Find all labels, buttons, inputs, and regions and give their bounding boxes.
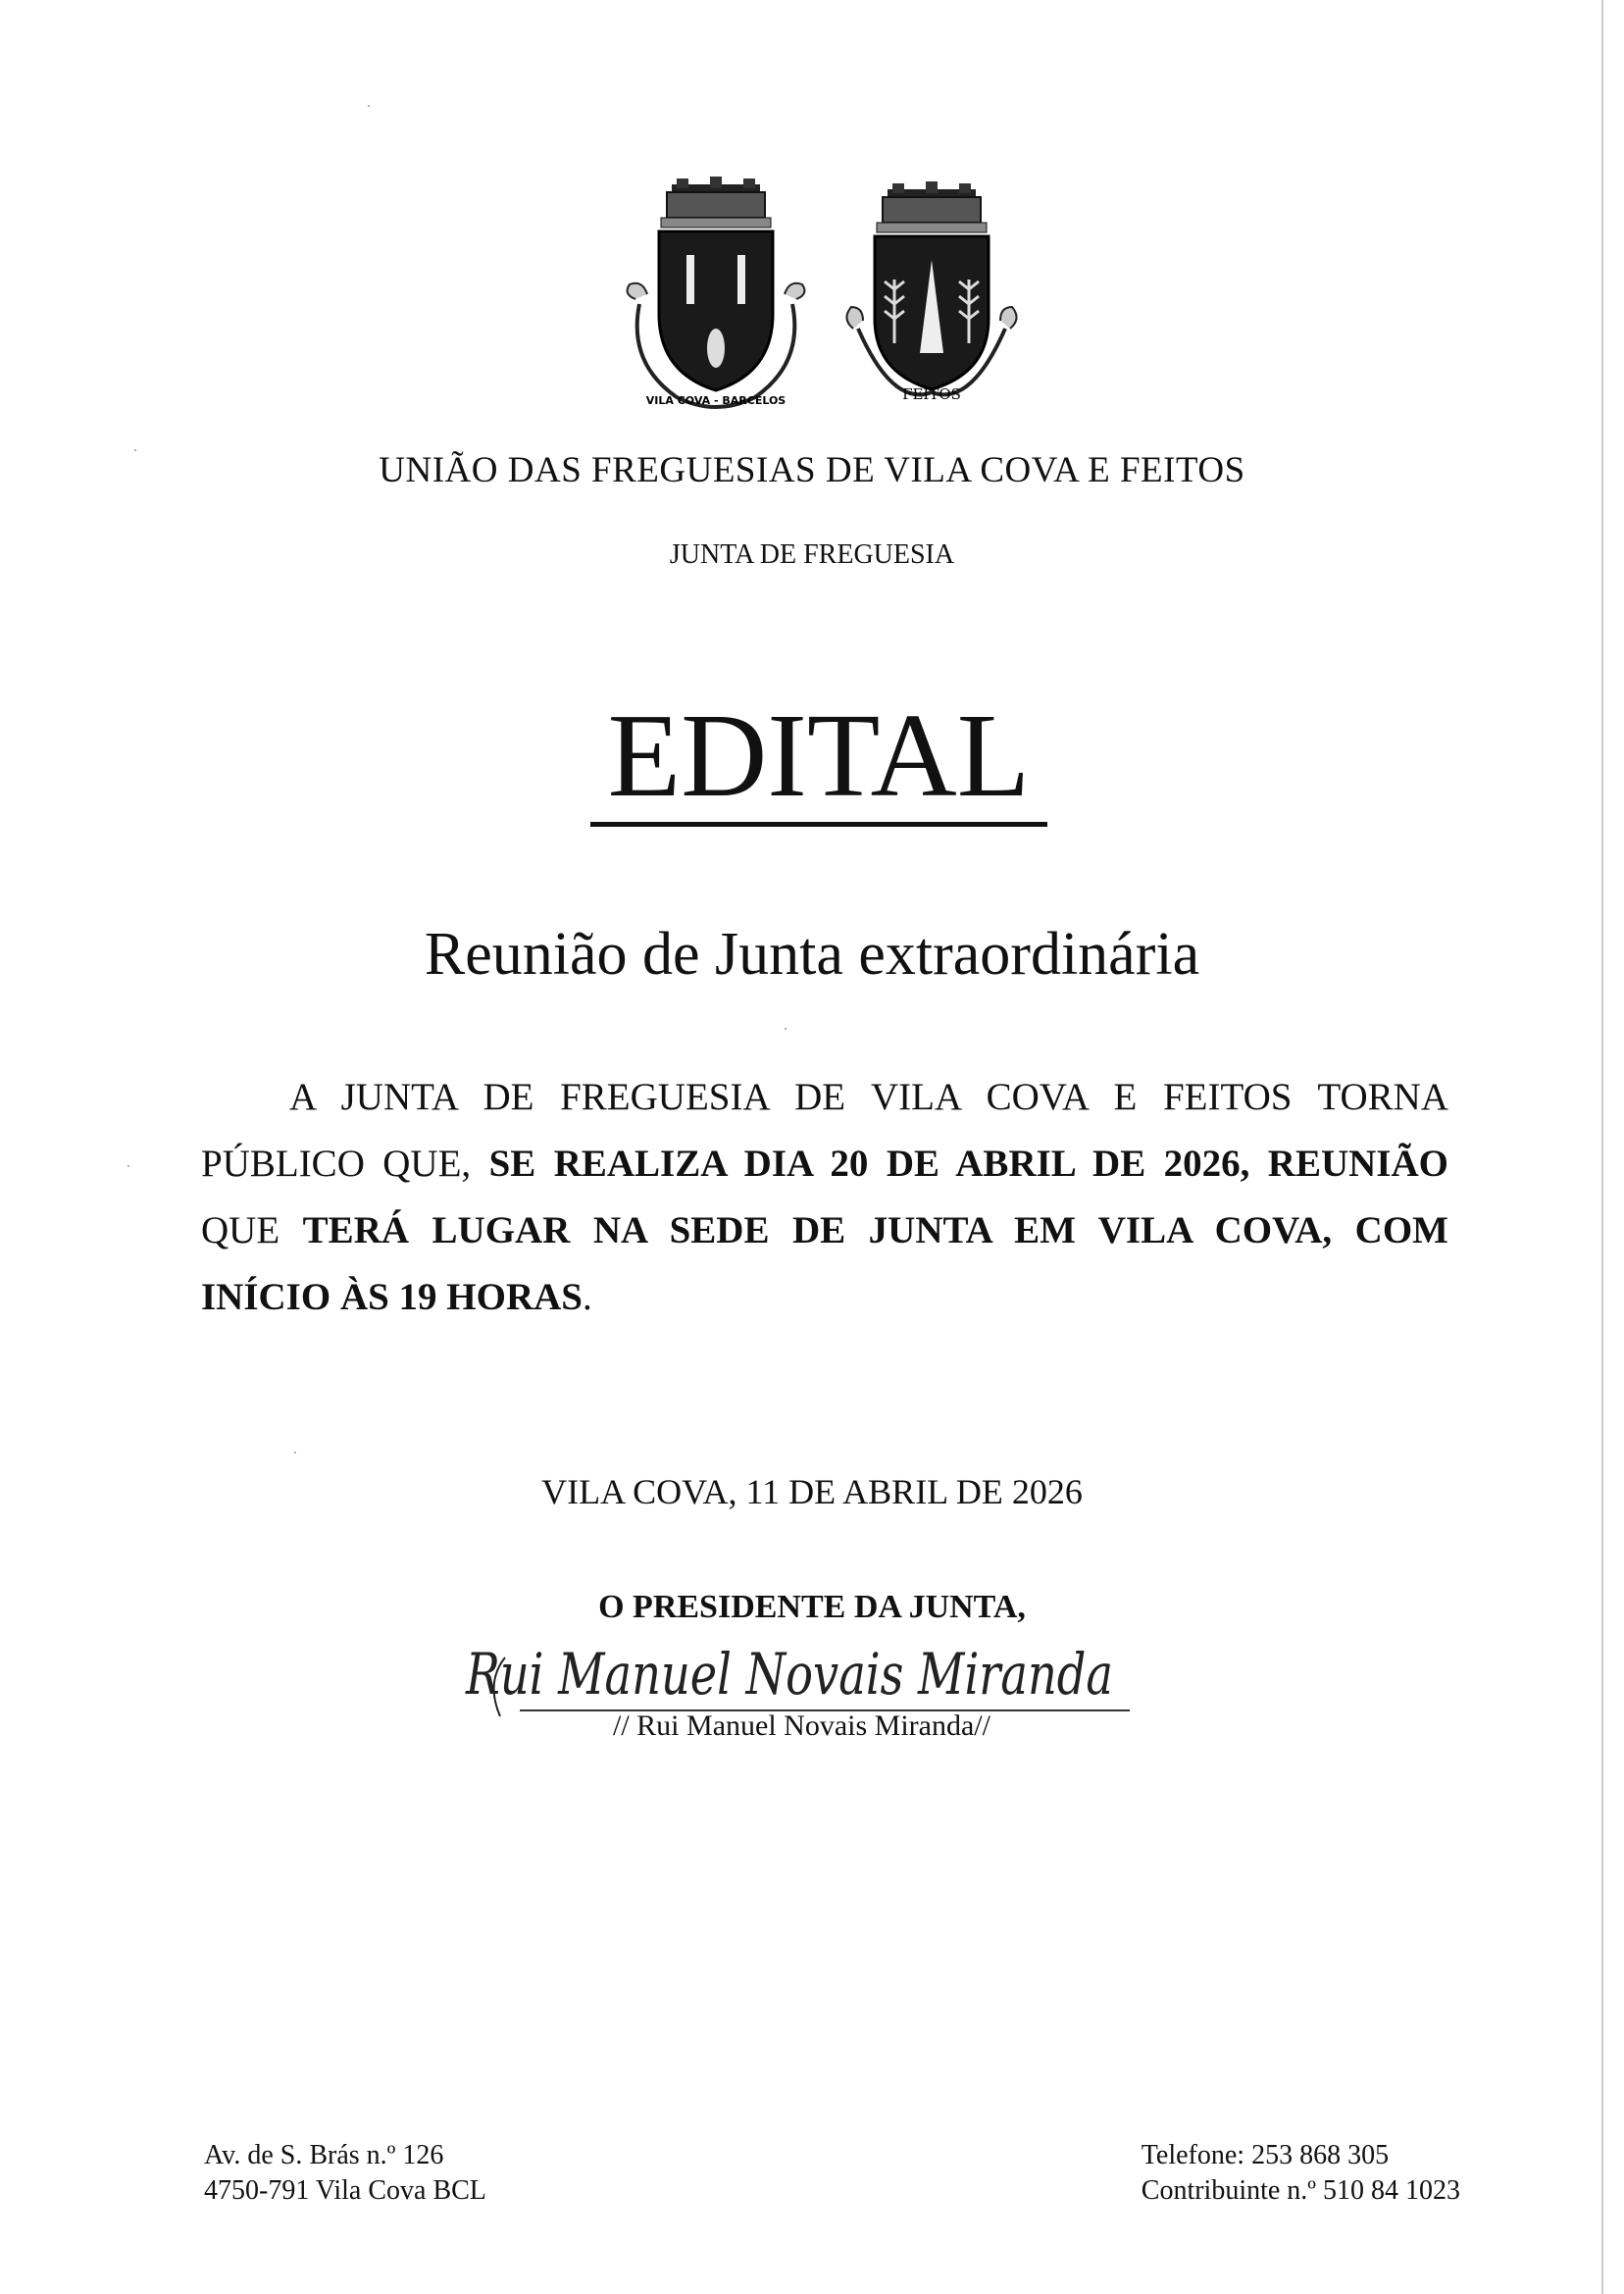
footer-address — [204, 2138, 486, 2209]
document-title: EDITAL — [607, 689, 1031, 822]
right-crest-motto: FEITOS — [902, 385, 961, 403]
notice-paragraph — [201, 1064, 1448, 1331]
document-subtitle: Reunião de Junta extraordinária — [424, 921, 1200, 988]
left-crest-motto: VILA COVA - BARCELOS — [645, 394, 787, 407]
signatory-name: // Rui Manuel Novais Miranda// — [613, 1709, 990, 1742]
scan-speck — [368, 105, 370, 107]
scan-speck — [127, 1165, 129, 1167]
address-line-1: Av. de S. Brás n.º 126 — [204, 2140, 444, 2170]
notice-text-2: QUE — [201, 1209, 303, 1251]
scan-speck — [785, 1028, 787, 1030]
signatory-role: O PRESIDENTE DA JUNTA, — [598, 1589, 1026, 1625]
scan-speck — [294, 1452, 296, 1453]
place-and-date: VILA COVA, 11 DE ABRIL DE 2026 — [541, 1472, 1083, 1511]
notice-bold-2: TERÁ LUGAR NA SEDE DE JUNTA EM VILA COVA, COM INÍCIO ÀS 19 HORAS — [201, 1209, 1448, 1318]
taxpayer-number: Contribuinte n.º 510 84 1023 — [1141, 2175, 1460, 2206]
scan-speck — [134, 449, 136, 451]
notice-text-3: . — [583, 1276, 592, 1318]
notice-text-1: A JUNTA DE FREGUESIA DE VILA COVA E FEITOS TORNA PÚBLICO QUE, — [201, 1076, 1448, 1185]
notice-bold-1: SE REALIZA DIA 20 DE ABRIL DE 2026, REUNIÃO — [488, 1143, 1448, 1185]
organization-name: UNIÃO DAS FREGUESIAS DE VILA COVA E FEITOS — [379, 450, 1245, 490]
vila-cova-coat-of-arms — [618, 177, 814, 412]
junta-label: JUNTA DE FREGUESIA — [669, 539, 955, 570]
signature-text: Rui Manuel Novais Miranda — [465, 1641, 1113, 1708]
feitos-coat-of-arms — [834, 181, 1030, 407]
phone-number: Telefone: 253 868 305 — [1141, 2140, 1390, 2170]
scan-edge-line — [1601, 0, 1603, 2294]
address-line-2: 4750-791 Vila Cova BCL — [204, 2175, 486, 2206]
footer-contact — [1142, 2138, 1460, 2209]
title-underline — [590, 822, 1047, 827]
